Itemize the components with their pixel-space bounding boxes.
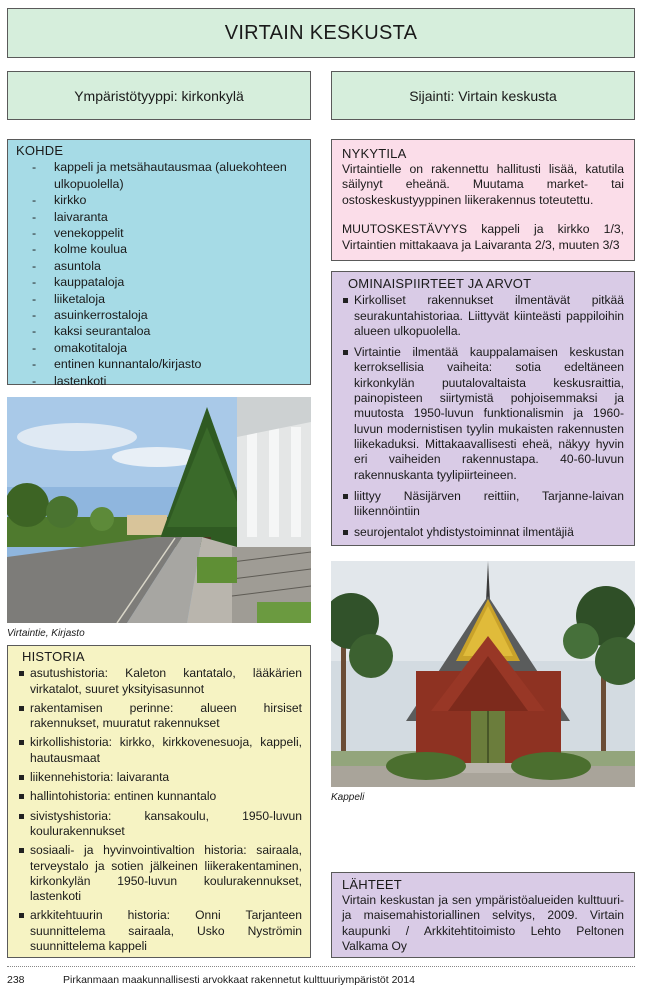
page-footer xyxy=(7,974,415,986)
footer-text: Pirkanmaan maakunnallisesti arvokkaat rakennetut kulttuuriympäristöt 2014 xyxy=(63,974,415,986)
nykytila-heading: NYKYTILA xyxy=(342,146,407,161)
list-item: seurojentalot yhdistystoiminnat ilmentäjiä xyxy=(354,525,624,540)
lahteet-text: Virtain keskustan ja sen ympäristöalueiden kulttuuri- ja maisemahistoriallinen selvitys, 2009. Virtain kaupunki / Arkkitehtitoimisto Lehto Peltonen Valkama Oy xyxy=(342,892,624,954)
historia-list xyxy=(18,666,302,954)
list-item: - kolme koulua xyxy=(54,241,302,257)
nykytila-box xyxy=(331,139,635,261)
muutoskestavyys-text: MUUTOSKESTÄVYYS kappeli ja kirkko 1/3, Virtaintien mittakaava ja Laivaranta 2/3, muuten 3/3 xyxy=(342,222,624,252)
street-photo-caption: Virtaintie, Kirjasto xyxy=(7,628,85,639)
list-item: kirkollishistoria: kirkko, kirkkovenesuoja, kappeli, hautausmaat xyxy=(30,735,302,765)
street-photo-illustration xyxy=(7,397,311,623)
list-item: sosiaali- ja hyvinvointivaltion historia: sairaala, terveystalo ja sotien jälkeinen liikerakentaminen, kirkonkylän 1950-luvun koulurakennukset, lastenkoti xyxy=(30,843,302,904)
ominaispiirteet-box xyxy=(331,271,635,546)
list-item: Kirkolliset rakennukset ilmentävät pitkää seurakuntahistoriaa. Liittyvät kiinteästi pappiloihin alueen ulkopuolella. xyxy=(354,293,624,338)
list-item: - lastenkoti xyxy=(54,373,302,389)
location-label: Sijainti: Virtain keskusta xyxy=(409,87,557,104)
ominaispiirteet-list xyxy=(342,293,624,540)
kohde-heading: KOHDE xyxy=(16,143,64,158)
chapel-photo-illustration xyxy=(331,561,635,787)
footer-divider xyxy=(7,966,635,967)
environment-type-box xyxy=(7,71,311,120)
list-item: - laivaranta xyxy=(54,209,302,225)
list-item: - kaksi seurantaloa xyxy=(54,323,302,339)
kohde-list xyxy=(16,159,302,389)
list-item: - kauppataloja xyxy=(54,274,302,290)
list-item: sivistyshistoria: kansakoulu, 1950-luvun koulurakennukset xyxy=(30,808,302,838)
list-item: - asuinkerrostaloja xyxy=(54,307,302,323)
list-item: - omakotitaloja xyxy=(54,340,302,356)
page-number: 238 xyxy=(7,974,25,986)
page-title: VIRTAIN KESKUSTA xyxy=(224,21,418,44)
list-item: - entinen kunnantalo/kirjasto xyxy=(54,356,302,372)
list-item: liikennehistoria: laivaranta xyxy=(30,770,302,785)
list-item: rakentamisen perinne: alueen hirsiset rakennukset, muuratut rakennukset xyxy=(30,700,302,731)
list-item: Virtaintie ilmentää kauppalamaisen keskustan kerroksellisia vaiheita: sotia edeltäneen kirkonkylän puutalovaltaista keskusraittia, painopisteen siirtymistä pohjoisemmaksi ja muutosta 1950-luvun funktionalismin ja 1960-luvun modernistisen tyylin mukaisten rakennusten liikekaduksi. Mittakaavallisesti eheä, näkyy hyvin eri vaiheiden rakennustapa. 40-60-luvun rakennuskanta tyylipiirteineen. xyxy=(354,345,624,482)
kohde-box xyxy=(7,139,311,388)
title-box xyxy=(7,8,635,58)
list-item: - venekoppelit xyxy=(54,225,302,241)
list-item: - liiketaloja xyxy=(54,291,302,307)
nykytila-text: Virtaintielle on rakennettu hallitusti lisää, katutila säilynyt eheänä. Muutama market- tai ostoskeskustyyppinen liikerakennus toteutettu. xyxy=(342,161,624,207)
list-item: hallintohistoria: entinen kunnantalo xyxy=(30,789,302,804)
list-item: - asuntola xyxy=(54,258,302,274)
location-box xyxy=(331,71,635,120)
lahteet-box xyxy=(331,872,635,958)
street-photo xyxy=(7,397,311,623)
ominaispiirteet-heading: OMINAISPIIRTEET JA ARVOT xyxy=(348,276,532,291)
lahteet-heading: LÄHTEET xyxy=(342,877,402,892)
list-item: arkkitehtuurin historia: Onni Tarjanteen suunnittelema sairaala, Usko Nyströmin suunnittelema kappeli xyxy=(30,908,302,954)
environment-type-label: Ympäristötyyppi: kirkonkylä xyxy=(74,87,244,104)
historia-heading: HISTORIA xyxy=(22,649,85,664)
list-item: liittyy Näsijärven reittiin, Tarjanne-laivan liikennöintiin xyxy=(354,488,624,519)
list-item: - kappeli ja metsähautausmaa (aluekohteen ulkopuolella) xyxy=(54,159,302,192)
chapel-photo xyxy=(331,561,635,787)
historia-box xyxy=(7,645,311,958)
list-item: asutushistoria: Kaleton kantatalo, lääkärien virkatalot, suuret yksityisasunnot xyxy=(30,666,302,696)
list-item: - kirkko xyxy=(54,192,302,208)
chapel-photo-caption: Kappeli xyxy=(331,792,365,803)
